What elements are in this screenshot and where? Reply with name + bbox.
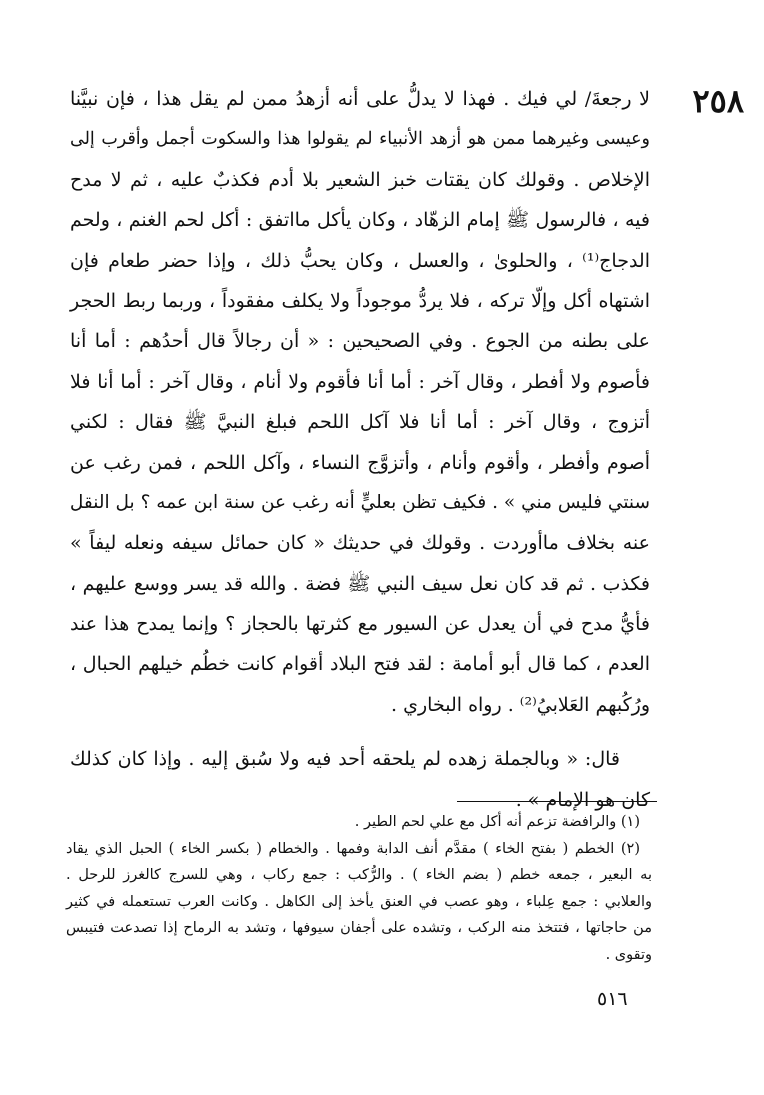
text-line: أصوم وأفطر ، وأقوم وأنام ، وأتزوَّج النساء ، وآكل اللحم ، فمن رغب عن bbox=[70, 451, 650, 474]
text-line: الدجاج⁽¹⁾ ، والحلوىٰ ، والعسل ، وكان يحبُّ ذلك ، وإذا حضر طعام فإن bbox=[70, 249, 650, 272]
text-line: لا رجعةَ/ لي فيك . فهذا لا يدلُّ على أنه أزهدُ ممن لم يقل هذا ، فإن نبيَّنا bbox=[70, 88, 650, 110]
text-line: فأيُّ مدح في أن يعدل عن السيور مع كثرتها بالحجاز ؟ وإنما يمدح هذا عند bbox=[70, 613, 650, 636]
text-line: وعيسى وغيرهما ممن هو أزهد الأنبياء لم يقولوا هذا والسكوت أجمل وأقرب إلى bbox=[70, 129, 650, 150]
paragraph-1 bbox=[70, 79, 650, 725]
footnote-2-line: به البعير ، جمعه خطم ( بضم الخاء ) . والرُّكب : جمع ركاب ، وهي للسرج كالغرز للرحل . bbox=[66, 867, 652, 883]
footnote-1: (١) والرافضة تزعم أنه أكل مع علي لحم الطير . bbox=[354, 814, 640, 830]
footnote-2-line: من حاجاتها ، فتتخذ منه الركب ، وتشده على أجفان سيوفها ، وتشد به الرماح إذا تصدعت فتيبس bbox=[66, 920, 652, 936]
footnote-2-line: وتقوى . bbox=[605, 946, 652, 963]
folio-number: ٥١٦ bbox=[597, 988, 628, 1010]
footnote-2-line: (٢) الخطم ( بفتح الخاء ) مقدَّم أنف الدابة وفمها . والخطام ( بكسر الخاء ) الحبل الذي يقاد bbox=[66, 840, 640, 857]
text-line: فيه ، فالرسول ﷺ إمام الزهّاد ، وكان يأكل مااتفق : أكل لحم الغنم ، ولحم bbox=[70, 209, 650, 232]
text-line: قال: « وبالجملة زهده لم يلحقه أحد فيه ولا سُبق إليه . وإذا كان كذلك bbox=[70, 748, 620, 771]
text-line: كان هو الإمام » . bbox=[515, 788, 650, 811]
text-line: فأصوم ولا أفطر ، وقال آخر : أما أنا فأقوم ولا أنام ، وقال آخر : أما أنا فلا bbox=[70, 370, 650, 393]
text-line: اشتهاه أكل وإلّا تركه ، فلا يردُّ موجوداً ولا يكلف مفقوداً ، وربما ربط الحجر bbox=[70, 289, 650, 312]
text-line: ورُكُبهم العَلابيُ⁽²⁾ . رواه البخاري . bbox=[391, 693, 650, 716]
text-line: فكذب . ثم قد كان نعل سيف النبي ﷺ فضة . والله قد يسر ووسع عليهم ، bbox=[70, 572, 650, 595]
page-number: ٢٥٨ bbox=[692, 82, 744, 120]
text-line: الإخلاص . وقولك كان يقتات خبز الشعير بلا أدم فكذبٌ عليه ، ثم لا مدح bbox=[70, 168, 650, 191]
paragraph-2 bbox=[70, 739, 650, 820]
text-line: على بطنه من الجوع . وفي الصحيحين : « أن رجالاً قال أحدُهم : أما أنا bbox=[70, 330, 650, 353]
main-text bbox=[70, 79, 650, 820]
footnote-separator bbox=[457, 801, 657, 802]
text-line: عنه بخلاف ماأوردت . وقولك في حديثك « كان حمائل سيفه ونعله ليفاً » bbox=[70, 532, 650, 555]
text-line: أتزوج ، وقال آخر : أما أنا فلا آكل اللحم فبلغ النبيَّ ﷺ فقال : لكني bbox=[70, 411, 650, 434]
text-line: سنتي فليس مني » . فكيف تظن بعليٍّ أنه رغب عن سنة ابن عمه ؟ بل النقل bbox=[69, 491, 650, 513]
footnotes bbox=[66, 809, 652, 968]
footnote-2-line: والعلابي : جمع عِلباء ، وهو عصب في العنق يأخذ إلى الكاهل . وكانت العرب تستعمله في كثير bbox=[66, 893, 652, 910]
text-line: العدم ، كما قال أبو أمامة : لقد فتح البلاد أقوام كانت خطُم خيلهم الحبال ، bbox=[70, 653, 650, 676]
